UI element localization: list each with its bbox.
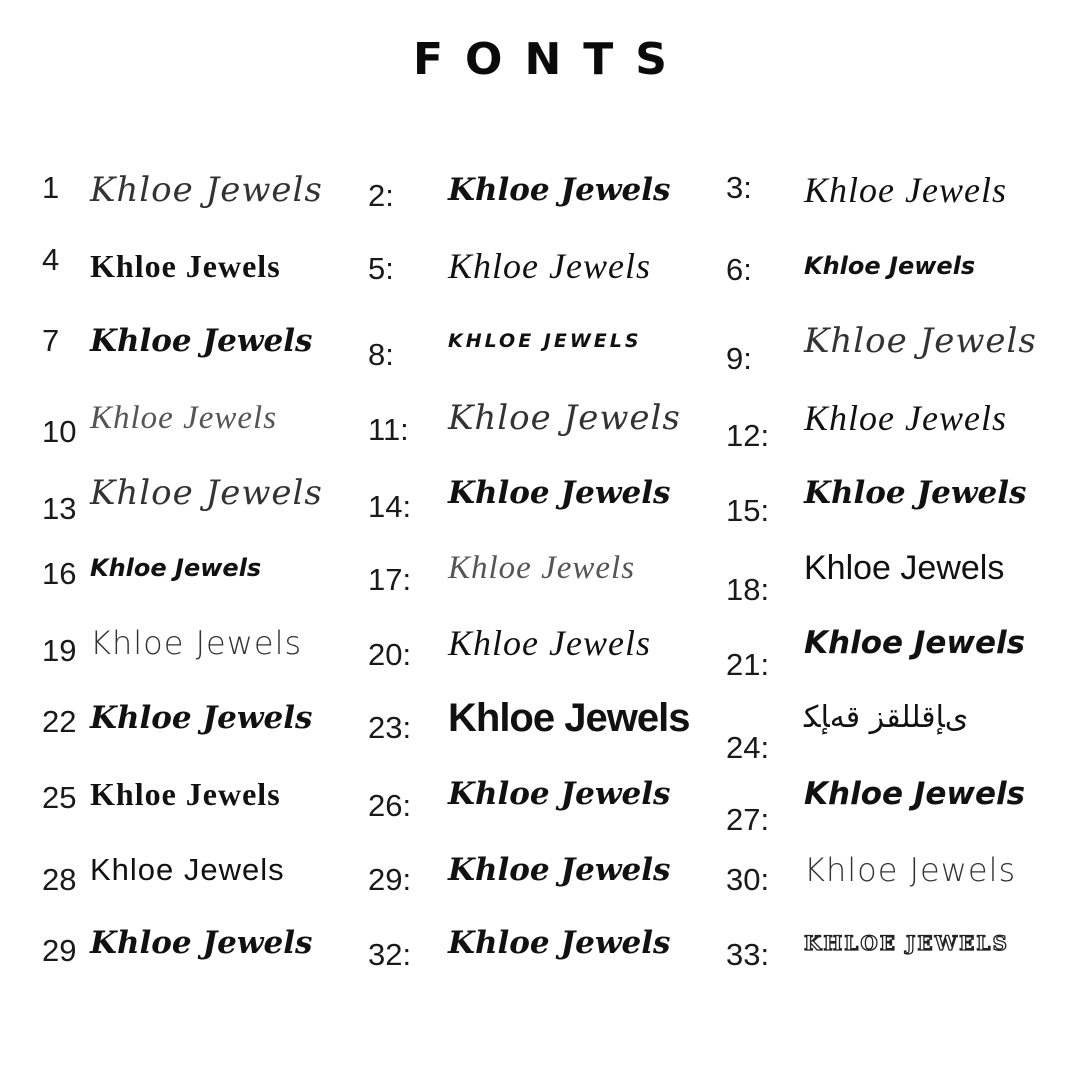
font-option	[42, 842, 342, 902]
font-option	[42, 162, 342, 222]
font-sample: Khloe Jewels	[804, 549, 1005, 587]
font-option	[42, 390, 342, 450]
font-number: 4	[42, 242, 60, 277]
font-option	[726, 238, 1026, 298]
font-sample: Khloe Jewels	[90, 925, 313, 961]
font-sample: Khloe Jewels	[448, 776, 671, 812]
font-sample: Khloe Jewels	[448, 852, 671, 888]
font-sample: Khloe Jewels	[804, 170, 1007, 210]
font-number: 14:	[368, 489, 412, 524]
font-sample: Khloe Jewels	[90, 473, 323, 513]
font-sample: Khloe Jewels	[90, 776, 281, 812]
font-option	[726, 915, 1026, 975]
font-number: 25	[42, 780, 77, 815]
font-number: 23:	[368, 710, 412, 745]
font-sample: Khloe Jewels	[804, 252, 976, 280]
font-option	[368, 915, 671, 975]
font-sample: Khloe Jewels	[804, 321, 1037, 361]
font-option	[368, 162, 671, 222]
font-sample: Khloe Jewels	[90, 554, 262, 582]
font-sample: Khloe Jewels	[90, 323, 313, 359]
font-number: 10	[42, 414, 77, 449]
font-option	[368, 690, 690, 750]
font-sample: KHLOE JEWELS	[448, 330, 642, 352]
font-number: 33:	[726, 937, 770, 972]
font-option	[726, 313, 1037, 376]
font-sample: Khloe Jewels	[90, 170, 323, 210]
font-option	[42, 540, 342, 600]
font-option	[726, 766, 1026, 837]
font-number: 2:	[368, 178, 394, 213]
font-option	[726, 465, 1027, 528]
font-number: 3:	[726, 170, 752, 205]
font-option	[42, 238, 342, 298]
font-number: 19	[42, 633, 77, 668]
font-number: 13	[42, 491, 77, 526]
font-number: 12:	[726, 418, 770, 453]
font-option	[726, 615, 1026, 682]
font-number: 27:	[726, 802, 770, 837]
font-number: 15:	[726, 493, 770, 528]
font-option	[42, 615, 342, 675]
font-sample: Khloe Jewels	[804, 475, 1027, 511]
font-sample: Khloe Jewels	[90, 624, 303, 662]
font-sample: Khloe Jewels	[448, 550, 636, 586]
font-number: 17:	[368, 562, 412, 597]
font-option	[368, 390, 681, 450]
font-option	[42, 766, 342, 826]
font-number: 32:	[368, 937, 412, 972]
font-option	[726, 540, 1026, 607]
font-number: 11:	[368, 412, 409, 447]
font-option	[726, 162, 1026, 222]
font-number: 18:	[726, 572, 770, 607]
font-number: 21:	[726, 647, 770, 682]
font-option	[368, 615, 668, 675]
font-sample: Khloe Jewels	[804, 776, 1026, 812]
font-sample: ﻯﺈﻗﻠﻠﻘﺰ ﻗﻪﺈﻜ	[804, 700, 969, 735]
font-sample: KHLOE JEWELS	[804, 931, 1009, 955]
font-option	[368, 238, 668, 298]
font-option	[726, 690, 1026, 765]
font-sample: Khloe Jewels	[804, 625, 1026, 661]
font-sample: Khloe Jewels	[90, 400, 278, 436]
font-sample: Khloe Jewels	[90, 248, 281, 284]
font-sample: Khloe Jewels	[804, 398, 1007, 438]
font-sample: Khloe Jewels	[448, 623, 651, 663]
font-number: 20:	[368, 637, 412, 672]
font-option	[368, 465, 671, 525]
font-sample: Khloe Jewels	[448, 925, 671, 961]
page-title: FONTS	[413, 34, 689, 85]
font-sample: Khloe Jewels	[448, 475, 671, 511]
font-option	[368, 842, 671, 902]
font-option	[368, 313, 668, 373]
font-number: 16	[42, 556, 77, 591]
font-sample: Khloe Jewels	[448, 172, 671, 208]
font-option	[42, 915, 342, 975]
font-number: 24:	[726, 730, 770, 765]
font-sample: Khloe Jewels	[90, 852, 285, 887]
font-number: 5:	[368, 251, 394, 286]
font-number: 30:	[726, 862, 770, 897]
font-option	[42, 465, 342, 525]
font-number: 28	[42, 862, 77, 897]
font-number: 1	[42, 170, 60, 205]
font-sample: Khloe Jewels	[90, 700, 313, 736]
font-sample: Khloe Jewels	[448, 246, 651, 286]
font-number: 29	[42, 933, 77, 968]
font-option	[368, 766, 671, 826]
font-option	[368, 540, 668, 600]
font-option	[726, 390, 1026, 453]
font-option	[726, 842, 1026, 902]
font-number: 9:	[726, 341, 752, 376]
font-number: 22	[42, 704, 77, 739]
font-sample: Khloe Jewels	[804, 851, 1017, 889]
font-option	[42, 690, 342, 750]
font-sample: Khloe Jewels	[448, 398, 681, 438]
font-number: 26:	[368, 788, 412, 823]
font-sample: Khloe Jewels	[448, 696, 690, 740]
font-number: 6:	[726, 252, 752, 287]
font-number: 7	[42, 323, 60, 358]
font-number: 8:	[368, 337, 394, 372]
font-number: 29:	[368, 862, 412, 897]
font-option	[42, 313, 342, 373]
